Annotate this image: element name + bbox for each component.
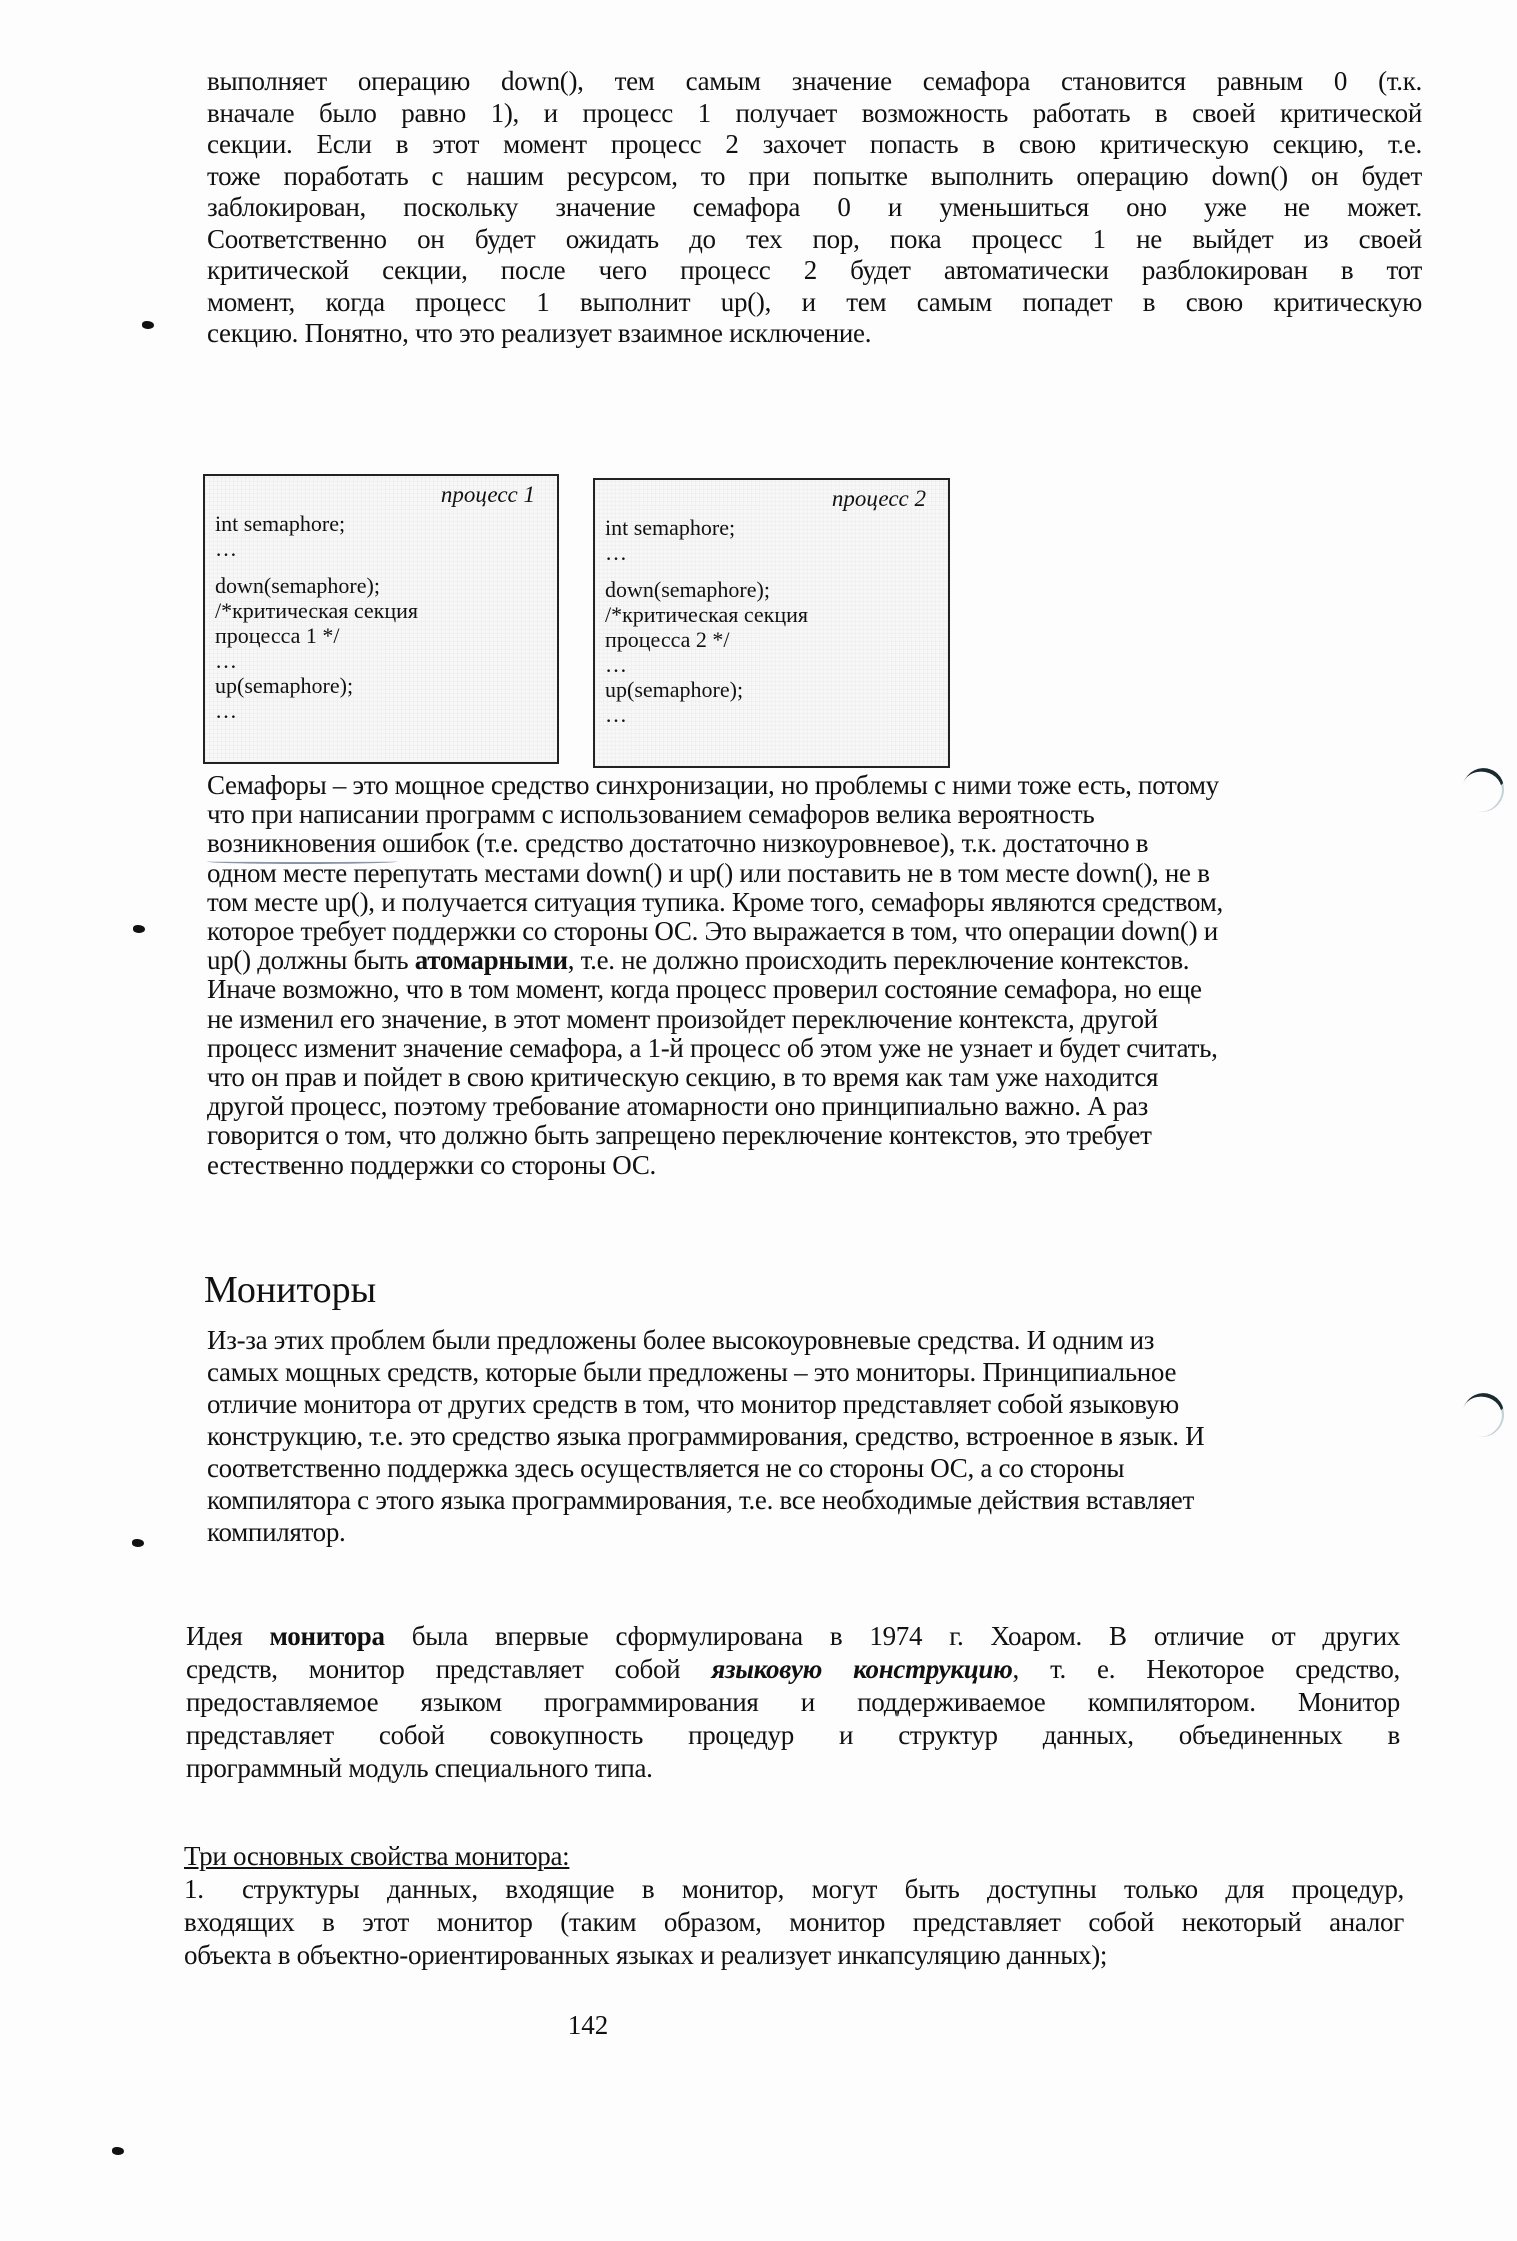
code-line: … <box>605 652 627 677</box>
text-line: тоже поработать с нашим ресурсом, то при попытке выполнить операцию down() он будет <box>207 160 1422 191</box>
punch-hole-mark-1 <box>1456 762 1511 818</box>
margin-mark-2 <box>133 925 145 933</box>
code-line: down(semaphore); <box>605 577 770 602</box>
code-line: … <box>215 536 237 561</box>
text-line: предоставляемое языком программирования и поддерживаемое компилятором. Монитор <box>186 1687 1400 1717</box>
bold-italic-term-language-construct: языковую конструкцию <box>711 1654 1013 1684</box>
code-box-process-2 <box>593 478 950 768</box>
code-line: … <box>215 698 237 723</box>
paragraph-semaphore-example <box>207 66 1422 350</box>
punch-hole-mark-2 <box>1456 1387 1511 1443</box>
code-line: /*критическая секция <box>215 598 418 623</box>
text-line: Идея монитора была впервые сформулирована в 1974 г. Хоаром. В отличие от других <box>186 1621 1400 1651</box>
text-line: не изменил его значение, в этот момент произойдет переключение контекста, другой <box>207 1003 1158 1034</box>
code-line: up(semaphore); <box>605 677 744 702</box>
text-line: процесс изменит значение семафора, а 1-й процесс об этом уже не узнает и будет считать, <box>207 1032 1218 1063</box>
code-line: … <box>605 540 627 565</box>
code-line: /*критическая секция <box>605 602 808 627</box>
text-line: средств, монитор представляет собой языковую конструкцию, т. е. Некоторое средство, <box>186 1654 1400 1684</box>
text-line: том месте up(), и получается ситуация тупика. Кроме того, семафоры являются средством, <box>207 886 1223 917</box>
text-line: момент, когда процесс 1 выполнит up(), и тем самым попадет в свою критическую <box>207 286 1422 317</box>
text-line: соответственно поддержка здесь осуществляется не со стороны ОС, а со стороны <box>207 1453 1125 1483</box>
text-line: конструкцию, т.е. это средство языка программирования, средство, встроенное в язык. И <box>207 1421 1205 1451</box>
bold-term-monitor: монитора <box>269 1621 385 1651</box>
text-line: Иначе возможно, что в том момент, когда процесс проверил состояние семафора, но еще <box>207 974 1202 1005</box>
code-line: up(semaphore); <box>215 673 354 698</box>
bold-term-atomic: атомарными <box>414 945 568 976</box>
text-line: естественно поддержки со стороны ОС. <box>207 1149 656 1180</box>
text-line: Семафоры – это мощное средство синхронизации, но проблемы с ними тоже есть, потому <box>207 770 1219 800</box>
code-line: … <box>215 648 237 673</box>
text-line: заблокирован, поскольку значение семафора 0 и уменьшиться оно уже не может. <box>207 192 1422 222</box>
code-line: процесса 2 */ <box>605 627 730 652</box>
paragraph-monitors-intro <box>207 1324 1407 1548</box>
section-heading-monitors: Мониторы <box>204 1269 377 1311</box>
text-line: которое требует поддержки со стороны ОС. Это выражается в том, что операции down() и <box>207 916 1218 947</box>
text-line: программный модуль специального типа. <box>186 1753 653 1783</box>
text-line: вначале было равно 1), и процесс 1 получает возможность работать в своей критической <box>207 97 1422 128</box>
code-line: int semaphore; <box>605 515 736 540</box>
monitor-properties-section <box>184 1840 1404 1972</box>
text-line: up() должны быть атомарными, т.е. не должно происходить переключение контекстов. <box>207 945 1190 976</box>
paragraph-semaphore-problems <box>207 771 1417 1180</box>
text-line: отличие монитора от других средств в том, что монитор представляет собой языковую <box>207 1389 1179 1419</box>
text-line: другой процесс, поэтому требование атомарности оно принципиально важно. А раз <box>207 1091 1149 1122</box>
page-number: 142 <box>567 2010 609 2040</box>
code-box-title: процесс 1 <box>440 482 535 507</box>
text-line: секцию. Понятно, что это реализует взаимное исключение. <box>207 318 872 348</box>
margin-mark-3 <box>132 1539 144 1547</box>
list-item-1-line: 1. структуры данных, входящие в монитор, могут быть доступны только для процедур, <box>184 1874 1404 1904</box>
code-box-title: процесс 2 <box>831 486 926 511</box>
text-line: возникновения ошибок (т.е. средство достаточно низкоуровневое), т.к. достаточно в <box>207 828 1149 859</box>
text-line: что он прав и пойдет в свою критическую секцию, в то время как там уже находится <box>207 1062 1159 1093</box>
text-line: компилятора с этого языка программирования, т.е. все необходимые действия вставляет <box>207 1485 1194 1515</box>
text-line: выполняет операцию down(), тем самым значение семафора становится равным 0 (т.к. <box>207 66 1422 96</box>
margin-mark-4 <box>112 2147 124 2155</box>
code-line: down(semaphore); <box>215 573 380 598</box>
properties-heading: Три основных свойства монитора: <box>184 1841 570 1871</box>
code-line: int semaphore; <box>215 511 346 536</box>
paragraph-monitor-definition <box>186 1620 1400 1785</box>
text-line: самых мощных средств, которые были предложены – это мониторы. Принципиальное <box>207 1357 1177 1387</box>
list-item-1-line: входящих в этот монитор (таким образом, монитор представляет собой некоторый аналог <box>184 1907 1404 1937</box>
text-line: представляет собой совокупность процедур и структур данных, объединенных в <box>186 1720 1400 1750</box>
text-line: говорится о том, что должно быть запрещено переключение контекстов, это требует <box>207 1120 1152 1151</box>
code-box-process-1 <box>203 474 559 764</box>
text-line: Соответственно он будет ожидать до тех пор, пока процесс 1 не выйдет из своей <box>207 223 1422 254</box>
text-line: Из-за этих проблем были предложены более высокоуровневые средства. И одним из <box>207 1325 1155 1355</box>
code-line: … <box>605 702 627 727</box>
text-line: что при написании программ с использованием семафоров велика вероятность <box>207 799 1095 830</box>
list-number: 1. <box>184 1874 204 1904</box>
text-line: критической секции, после чего процесс 2 будет автоматически разблокирован в тот <box>207 255 1422 285</box>
text-line: компилятор. <box>207 1517 346 1547</box>
code-line: процесса 1 */ <box>215 623 340 648</box>
text-line: секции. Если в этот момент процесс 2 захочет попасть в свою критическую секцию, т.е. <box>207 129 1422 159</box>
list-item-1-line: объекта в объектно-ориентированных языках и реализует инкапсуляцию данных); <box>184 1940 1108 1970</box>
margin-mark-1 <box>142 321 154 329</box>
text-line: одном месте перепутать местами down() и up() или поставить не в том месте down(), не в <box>207 857 1210 888</box>
